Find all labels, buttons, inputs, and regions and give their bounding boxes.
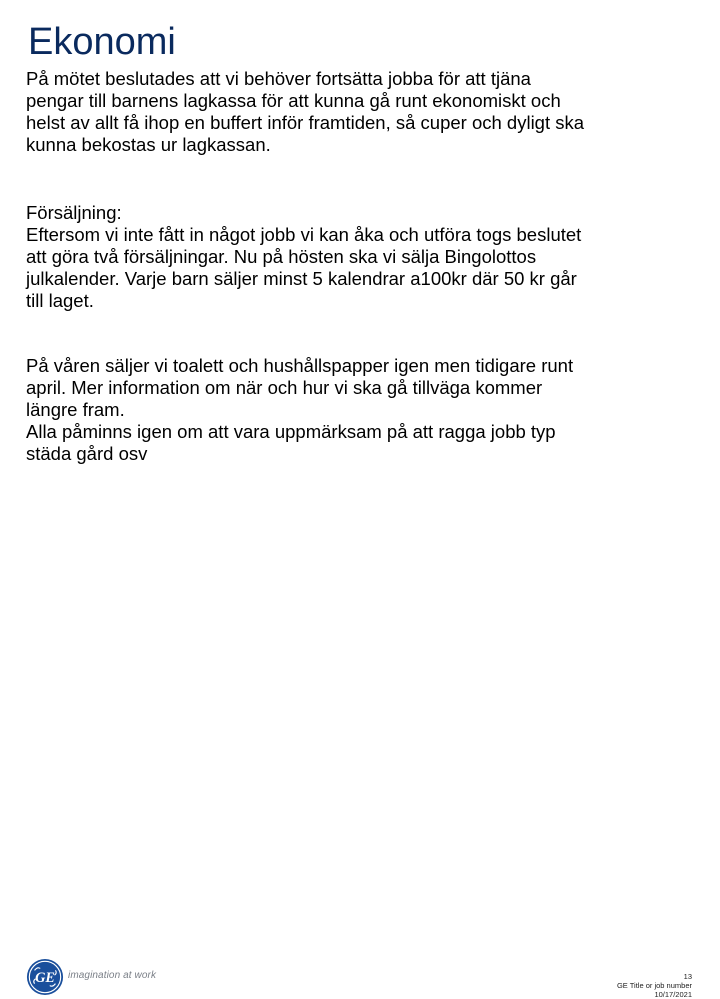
text-line: kunna bekostas ur lagkassan. [26,134,271,155]
paragraph-goal [26,68,698,156]
ge-monogram-icon [26,958,64,996]
text-line: På mötet beslutades att vi behöver fortsätta jobba för att tjäna [26,68,531,89]
slide-title: Ekonomi [28,21,176,63]
text-line: På våren säljer vi toalett och hushållspapper igen men tidigare runt [26,355,574,376]
text-line: april. Mer information om när och hur vi ska gå tillväga kommer [26,377,543,398]
slide-date: 10/17/2021 [654,990,692,999]
paragraph-spring [26,355,698,465]
text-line: att göra två försäljningar. Nu på hösten ska vi sälja Bingolottos [26,246,537,267]
text-line: till laget. [26,290,94,311]
text-line: Eftersom vi inte fått in något jobb vi kan åka och utföra togs beslutet [26,224,582,245]
text-line: helst av allt få ihop en buffert inför framtiden, så cuper och dyligt ska [26,112,585,133]
text-line: längre fram. [26,399,125,420]
tagline: imagination at work [68,970,157,981]
text-line: julkalender. Varje barn säljer minst 5 kalendrar a100kr där 50 kr går [26,268,577,289]
job-number: GE Title or job number [616,981,692,990]
text-line: städa gård osv [26,443,148,464]
slide-footer [0,480,720,999]
text-line: Alla påminns igen om att vara uppmärksam på att ragga jobb typ [26,421,556,442]
slide-number: 13 [683,972,692,981]
logo-text: GE [35,969,55,986]
slide-meta [617,972,692,999]
text-line: Försäljning: [26,202,122,223]
paragraph-sales [26,202,698,312]
text-line: pengar till barnens lagkassa för att kunna gå runt ekonomiskt och [26,90,561,111]
